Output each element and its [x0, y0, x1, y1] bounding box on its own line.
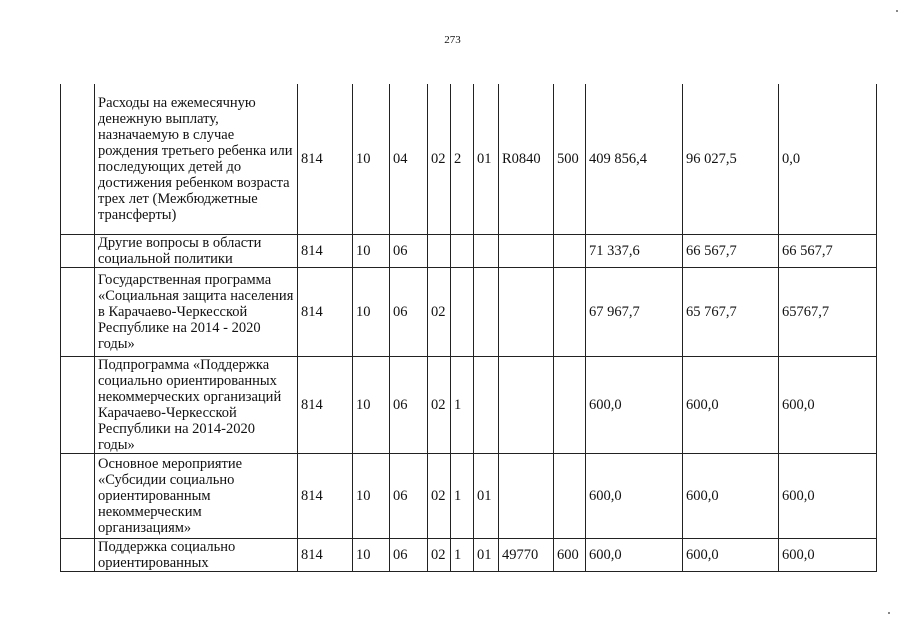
table-row: [61, 268, 877, 357]
cell-event: 01: [474, 84, 499, 235]
cell-direction: [499, 454, 554, 539]
cell-direction: [499, 357, 554, 454]
cell-program: 02: [428, 268, 451, 357]
row-name: Другие вопросы в области социальной политики: [95, 235, 298, 268]
cell-amount-1: 600,0: [586, 454, 683, 539]
row-name: Подпрограмма «Поддержка социально ориентированных некоммерческих организаций Карачаево-Черкесской Республики на 2014-2020 годы»: [95, 357, 298, 454]
budget-table: [60, 84, 877, 572]
cell-amount-3: 66 567,7: [779, 235, 877, 268]
cell-expense-type: [554, 235, 586, 268]
scan-speck: [896, 10, 898, 12]
blank-cell: [61, 539, 95, 572]
cell-program: 02: [428, 454, 451, 539]
cell-amount-1: 600,0: [586, 357, 683, 454]
cell-subprogram: 2: [451, 84, 474, 235]
cell-event: [474, 357, 499, 454]
cell-direction: R0840: [499, 84, 554, 235]
cell-ministry: 814: [298, 235, 353, 268]
cell-ministry: 814: [298, 84, 353, 235]
cell-amount-2: 600,0: [683, 454, 779, 539]
scan-speck: [888, 612, 890, 614]
cell-event: 01: [474, 454, 499, 539]
cell-section: 10: [353, 539, 390, 572]
blank-cell: [61, 268, 95, 357]
blank-cell: [61, 454, 95, 539]
cell-amount-1: 67 967,7: [586, 268, 683, 357]
cell-section: 10: [353, 235, 390, 268]
cell-amount-2: 65 767,7: [683, 268, 779, 357]
cell-subsection: 06: [390, 539, 428, 572]
cell-amount-2: 600,0: [683, 357, 779, 454]
cell-amount-3: 65767,7: [779, 268, 877, 357]
cell-expense-type: [554, 357, 586, 454]
cell-amount-1: 71 337,6: [586, 235, 683, 268]
cell-section: 10: [353, 357, 390, 454]
cell-subsection: 04: [390, 84, 428, 235]
table-row: [61, 454, 877, 539]
blank-cell: [61, 84, 95, 235]
cell-direction: [499, 268, 554, 357]
cell-ministry: 814: [298, 357, 353, 454]
cell-amount-2: 66 567,7: [683, 235, 779, 268]
cell-subsection: 06: [390, 235, 428, 268]
cell-direction: [499, 235, 554, 268]
row-name: Основное мероприятие «Субсидии социально ориентированным некоммерческим организациям»: [95, 454, 298, 539]
cell-subsection: 06: [390, 454, 428, 539]
cell-event: [474, 268, 499, 357]
cell-amount-1: 600,0: [586, 539, 683, 572]
cell-expense-type: [554, 268, 586, 357]
cell-subsection: 06: [390, 357, 428, 454]
cell-program: [428, 235, 451, 268]
cell-ministry: 814: [298, 539, 353, 572]
table-row: [61, 84, 877, 235]
cell-event: 01: [474, 539, 499, 572]
cell-amount-1: 409 856,4: [586, 84, 683, 235]
cell-subprogram: 1: [451, 357, 474, 454]
blank-cell: [61, 235, 95, 268]
cell-subprogram: [451, 235, 474, 268]
cell-amount-3: 600,0: [779, 539, 877, 572]
page-number: 273: [444, 34, 461, 46]
row-name: Государственная программа «Социальная защита населения в Карачаево-Черкесской Республике на 2014 - 2020 годы»: [95, 268, 298, 357]
cell-amount-3: 0,0: [779, 84, 877, 235]
row-name: Расходы на ежемесячную денежную выплату, назначаемую в случае рождения третьего ребенка или последующих детей до достижения ребенком возраста трех лет (Межбюджетные трансферты): [95, 84, 298, 235]
cell-section: 10: [353, 268, 390, 357]
cell-amount-2: 600,0: [683, 539, 779, 572]
cell-subprogram: 1: [451, 539, 474, 572]
cell-amount-3: 600,0: [779, 357, 877, 454]
cell-expense-type: 600: [554, 539, 586, 572]
table-row: [61, 357, 877, 454]
table-row: [61, 539, 877, 572]
cell-subprogram: [451, 268, 474, 357]
row-name: Поддержка социально ориентированных: [95, 539, 298, 572]
cell-subsection: 06: [390, 268, 428, 357]
cell-program: 02: [428, 84, 451, 235]
cell-direction: 49770: [499, 539, 554, 572]
cell-ministry: 814: [298, 268, 353, 357]
cell-program: 02: [428, 539, 451, 572]
cell-expense-type: [554, 454, 586, 539]
cell-program: 02: [428, 357, 451, 454]
cell-subprogram: 1: [451, 454, 474, 539]
table-row: [61, 235, 877, 268]
cell-amount-3: 600,0: [779, 454, 877, 539]
cell-amount-2: 96 027,5: [683, 84, 779, 235]
cell-section: 10: [353, 454, 390, 539]
blank-cell: [61, 357, 95, 454]
cell-ministry: 814: [298, 454, 353, 539]
cell-event: [474, 235, 499, 268]
cell-expense-type: 500: [554, 84, 586, 235]
cell-section: 10: [353, 84, 390, 235]
